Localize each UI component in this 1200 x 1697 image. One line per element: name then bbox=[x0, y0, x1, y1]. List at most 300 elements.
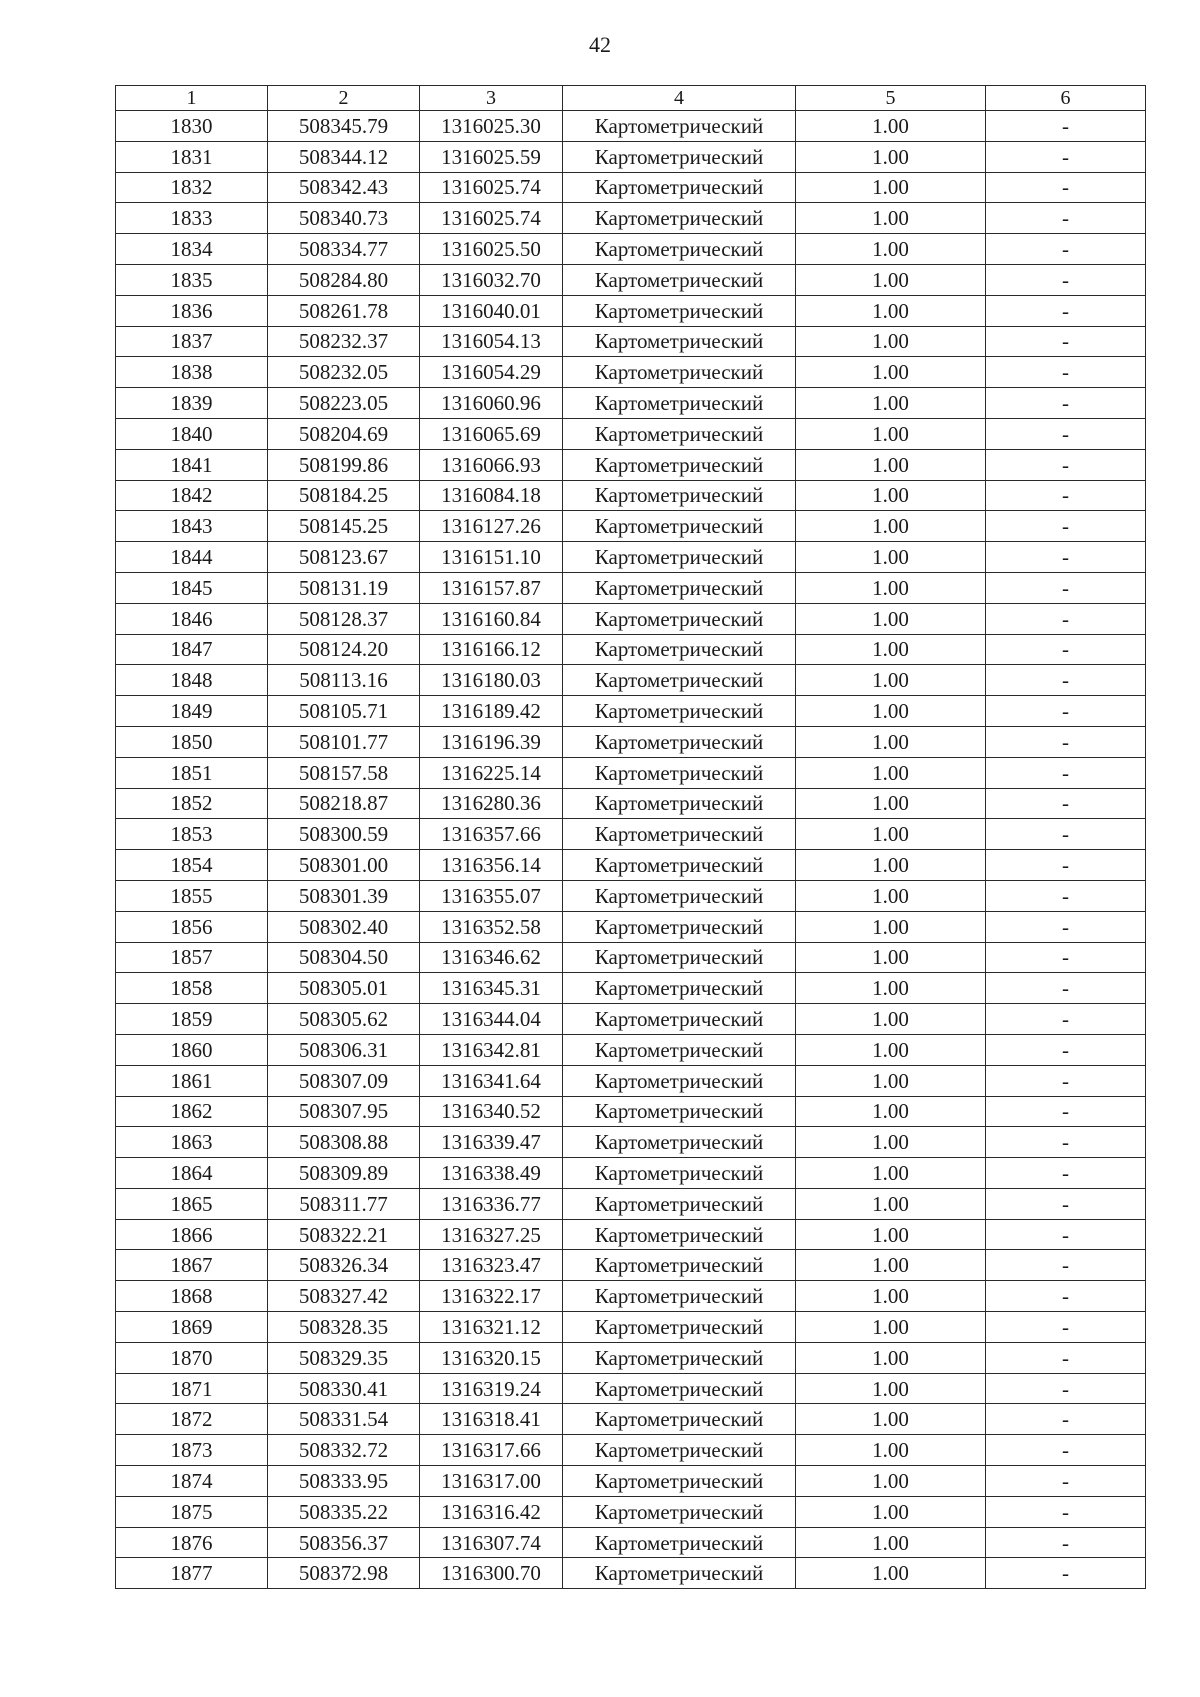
accuracy-cell: 1.00 bbox=[796, 788, 986, 819]
note-cell: - bbox=[986, 603, 1146, 634]
point-number-cell: 1851 bbox=[116, 757, 268, 788]
method-cell: Картометрический bbox=[563, 1127, 796, 1158]
accuracy-cell: 1.00 bbox=[796, 1096, 986, 1127]
table-row bbox=[116, 511, 1146, 542]
table-row bbox=[116, 172, 1146, 203]
table-row bbox=[116, 1558, 1146, 1589]
point-number-cell: 1862 bbox=[116, 1096, 268, 1127]
note-cell: - bbox=[986, 1312, 1146, 1343]
method-cell: Картометрический bbox=[563, 480, 796, 511]
method-cell: Картометрический bbox=[563, 726, 796, 757]
method-cell: Картометрический bbox=[563, 1034, 796, 1065]
note-cell: - bbox=[986, 172, 1146, 203]
table-row bbox=[116, 572, 1146, 603]
method-cell: Картометрический bbox=[563, 203, 796, 234]
note-cell: - bbox=[986, 1404, 1146, 1435]
x-coordinate-cell: 508372.98 bbox=[268, 1558, 420, 1589]
note-cell: - bbox=[986, 234, 1146, 265]
table-row bbox=[116, 1527, 1146, 1558]
y-coordinate-cell: 1316327.25 bbox=[420, 1219, 563, 1250]
method-cell: Картометрический bbox=[563, 1466, 796, 1497]
y-coordinate-cell: 1316127.26 bbox=[420, 511, 563, 542]
accuracy-cell: 1.00 bbox=[796, 1127, 986, 1158]
y-coordinate-cell: 1316320.15 bbox=[420, 1342, 563, 1373]
y-coordinate-cell: 1316321.12 bbox=[420, 1312, 563, 1343]
method-cell: Картометрический bbox=[563, 542, 796, 573]
point-number-cell: 1856 bbox=[116, 911, 268, 942]
y-coordinate-cell: 1316054.29 bbox=[420, 357, 563, 388]
note-cell: - bbox=[986, 480, 1146, 511]
x-coordinate-cell: 508335.22 bbox=[268, 1496, 420, 1527]
x-coordinate-cell: 508261.78 bbox=[268, 295, 420, 326]
accuracy-cell: 1.00 bbox=[796, 449, 986, 480]
x-coordinate-cell: 508327.42 bbox=[268, 1281, 420, 1312]
x-coordinate-cell: 508333.95 bbox=[268, 1466, 420, 1497]
table-row bbox=[116, 880, 1146, 911]
note-cell: - bbox=[986, 726, 1146, 757]
x-coordinate-cell: 508356.37 bbox=[268, 1527, 420, 1558]
y-coordinate-cell: 1316025.59 bbox=[420, 141, 563, 172]
note-cell: - bbox=[986, 1466, 1146, 1497]
table-row bbox=[116, 973, 1146, 1004]
table-row bbox=[116, 449, 1146, 480]
accuracy-cell: 1.00 bbox=[796, 511, 986, 542]
note-cell: - bbox=[986, 911, 1146, 942]
note-cell: - bbox=[986, 1096, 1146, 1127]
table-header-row bbox=[116, 86, 1146, 111]
x-coordinate-cell: 508306.31 bbox=[268, 1034, 420, 1065]
y-coordinate-cell: 1316352.58 bbox=[420, 911, 563, 942]
point-number-cell: 1844 bbox=[116, 542, 268, 573]
method-cell: Картометрический bbox=[563, 1558, 796, 1589]
y-coordinate-cell: 1316054.13 bbox=[420, 326, 563, 357]
method-cell: Картометрический bbox=[563, 1188, 796, 1219]
note-cell: - bbox=[986, 572, 1146, 603]
coordinates-table bbox=[115, 85, 1146, 1589]
accuracy-cell: 1.00 bbox=[796, 1435, 986, 1466]
point-number-cell: 1833 bbox=[116, 203, 268, 234]
x-coordinate-cell: 508308.88 bbox=[268, 1127, 420, 1158]
note-cell: - bbox=[986, 295, 1146, 326]
note-cell: - bbox=[986, 880, 1146, 911]
y-coordinate-cell: 1316280.36 bbox=[420, 788, 563, 819]
accuracy-cell: 1.00 bbox=[796, 326, 986, 357]
point-number-cell: 1850 bbox=[116, 726, 268, 757]
accuracy-cell: 1.00 bbox=[796, 942, 986, 973]
point-number-cell: 1869 bbox=[116, 1312, 268, 1343]
table-row bbox=[116, 1250, 1146, 1281]
table-row bbox=[116, 357, 1146, 388]
point-number-cell: 1843 bbox=[116, 511, 268, 542]
accuracy-cell: 1.00 bbox=[796, 1558, 986, 1589]
point-number-cell: 1863 bbox=[116, 1127, 268, 1158]
y-coordinate-cell: 1316180.03 bbox=[420, 665, 563, 696]
x-coordinate-cell: 508344.12 bbox=[268, 141, 420, 172]
point-number-cell: 1831 bbox=[116, 141, 268, 172]
point-number-cell: 1877 bbox=[116, 1558, 268, 1589]
table-row bbox=[116, 1219, 1146, 1250]
point-number-cell: 1875 bbox=[116, 1496, 268, 1527]
point-number-cell: 1855 bbox=[116, 880, 268, 911]
table-row bbox=[116, 1342, 1146, 1373]
x-coordinate-cell: 508223.05 bbox=[268, 388, 420, 419]
table-row bbox=[116, 1158, 1146, 1189]
table-row bbox=[116, 911, 1146, 942]
x-coordinate-cell: 508334.77 bbox=[268, 234, 420, 265]
accuracy-cell: 1.00 bbox=[796, 819, 986, 850]
note-cell: - bbox=[986, 542, 1146, 573]
note-cell: - bbox=[986, 788, 1146, 819]
point-number-cell: 1830 bbox=[116, 111, 268, 142]
note-cell: - bbox=[986, 1004, 1146, 1035]
point-number-cell: 1854 bbox=[116, 850, 268, 881]
point-number-cell: 1857 bbox=[116, 942, 268, 973]
accuracy-cell: 1.00 bbox=[796, 1219, 986, 1250]
x-coordinate-cell: 508199.86 bbox=[268, 449, 420, 480]
method-cell: Картометрический bbox=[563, 1281, 796, 1312]
y-coordinate-cell: 1316300.70 bbox=[420, 1558, 563, 1589]
point-number-cell: 1846 bbox=[116, 603, 268, 634]
point-number-cell: 1859 bbox=[116, 1004, 268, 1035]
y-coordinate-cell: 1316338.49 bbox=[420, 1158, 563, 1189]
accuracy-cell: 1.00 bbox=[796, 1250, 986, 1281]
y-coordinate-cell: 1316346.62 bbox=[420, 942, 563, 973]
note-cell: - bbox=[986, 757, 1146, 788]
method-cell: Картометрический bbox=[563, 757, 796, 788]
note-cell: - bbox=[986, 264, 1146, 295]
method-cell: Картометрический bbox=[563, 357, 796, 388]
table-row bbox=[116, 264, 1146, 295]
method-cell: Картометрический bbox=[563, 1373, 796, 1404]
method-cell: Картометрический bbox=[563, 172, 796, 203]
y-coordinate-cell: 1316323.47 bbox=[420, 1250, 563, 1281]
method-cell: Картометрический bbox=[563, 141, 796, 172]
method-cell: Картометрический bbox=[563, 911, 796, 942]
note-cell: - bbox=[986, 1558, 1146, 1589]
point-number-cell: 1832 bbox=[116, 172, 268, 203]
table-row bbox=[116, 788, 1146, 819]
y-coordinate-cell: 1316345.31 bbox=[420, 973, 563, 1004]
note-cell: - bbox=[986, 1527, 1146, 1558]
y-coordinate-cell: 1316344.04 bbox=[420, 1004, 563, 1035]
accuracy-cell: 1.00 bbox=[796, 973, 986, 1004]
y-coordinate-cell: 1316025.50 bbox=[420, 234, 563, 265]
method-cell: Картометрический bbox=[563, 234, 796, 265]
method-cell: Картометрический bbox=[563, 1004, 796, 1035]
y-coordinate-cell: 1316066.93 bbox=[420, 449, 563, 480]
accuracy-cell: 1.00 bbox=[796, 696, 986, 727]
method-cell: Картометрический bbox=[563, 634, 796, 665]
point-number-cell: 1842 bbox=[116, 480, 268, 511]
note-cell: - bbox=[986, 511, 1146, 542]
note-cell: - bbox=[986, 665, 1146, 696]
table-row bbox=[116, 388, 1146, 419]
x-coordinate-cell: 508331.54 bbox=[268, 1404, 420, 1435]
method-cell: Картометрический bbox=[563, 1435, 796, 1466]
x-coordinate-cell: 508330.41 bbox=[268, 1373, 420, 1404]
table-row bbox=[116, 1034, 1146, 1065]
accuracy-cell: 1.00 bbox=[796, 111, 986, 142]
table-row bbox=[116, 326, 1146, 357]
x-coordinate-cell: 508309.89 bbox=[268, 1158, 420, 1189]
table-row bbox=[116, 1065, 1146, 1096]
note-cell: - bbox=[986, 1158, 1146, 1189]
note-cell: - bbox=[986, 326, 1146, 357]
note-cell: - bbox=[986, 111, 1146, 142]
point-number-cell: 1853 bbox=[116, 819, 268, 850]
table-row bbox=[116, 1466, 1146, 1497]
method-cell: Картометрический bbox=[563, 880, 796, 911]
x-coordinate-cell: 508307.95 bbox=[268, 1096, 420, 1127]
accuracy-cell: 1.00 bbox=[796, 357, 986, 388]
x-coordinate-cell: 508184.25 bbox=[268, 480, 420, 511]
table-row bbox=[116, 942, 1146, 973]
table-row bbox=[116, 203, 1146, 234]
point-number-cell: 1861 bbox=[116, 1065, 268, 1096]
note-cell: - bbox=[986, 1034, 1146, 1065]
y-coordinate-cell: 1316357.66 bbox=[420, 819, 563, 850]
method-cell: Картометрический bbox=[563, 418, 796, 449]
x-coordinate-cell: 508124.20 bbox=[268, 634, 420, 665]
x-coordinate-cell: 508218.87 bbox=[268, 788, 420, 819]
accuracy-cell: 1.00 bbox=[796, 1312, 986, 1343]
method-cell: Картометрический bbox=[563, 1096, 796, 1127]
note-cell: - bbox=[986, 942, 1146, 973]
point-number-cell: 1874 bbox=[116, 1466, 268, 1497]
method-cell: Картометрический bbox=[563, 111, 796, 142]
accuracy-cell: 1.00 bbox=[796, 264, 986, 295]
accuracy-cell: 1.00 bbox=[796, 726, 986, 757]
y-coordinate-cell: 1316157.87 bbox=[420, 572, 563, 603]
y-coordinate-cell: 1316316.42 bbox=[420, 1496, 563, 1527]
table-row bbox=[116, 757, 1146, 788]
method-cell: Картометрический bbox=[563, 326, 796, 357]
y-coordinate-cell: 1316166.12 bbox=[420, 634, 563, 665]
note-cell: - bbox=[986, 388, 1146, 419]
y-coordinate-cell: 1316319.24 bbox=[420, 1373, 563, 1404]
note-cell: - bbox=[986, 1435, 1146, 1466]
point-number-cell: 1872 bbox=[116, 1404, 268, 1435]
table-row bbox=[116, 542, 1146, 573]
note-cell: - bbox=[986, 1127, 1146, 1158]
y-coordinate-cell: 1316189.42 bbox=[420, 696, 563, 727]
method-cell: Картометрический bbox=[563, 850, 796, 881]
x-coordinate-cell: 508204.69 bbox=[268, 418, 420, 449]
x-coordinate-cell: 508340.73 bbox=[268, 203, 420, 234]
note-cell: - bbox=[986, 634, 1146, 665]
y-coordinate-cell: 1316040.01 bbox=[420, 295, 563, 326]
point-number-cell: 1865 bbox=[116, 1188, 268, 1219]
y-coordinate-cell: 1316336.77 bbox=[420, 1188, 563, 1219]
table-row bbox=[116, 1127, 1146, 1158]
x-coordinate-cell: 508311.77 bbox=[268, 1188, 420, 1219]
point-number-cell: 1858 bbox=[116, 973, 268, 1004]
y-coordinate-cell: 1316196.39 bbox=[420, 726, 563, 757]
method-cell: Картометрический bbox=[563, 696, 796, 727]
note-cell: - bbox=[986, 1373, 1146, 1404]
method-cell: Картометрический bbox=[563, 1219, 796, 1250]
accuracy-cell: 1.00 bbox=[796, 1004, 986, 1035]
method-cell: Картометрический bbox=[563, 1496, 796, 1527]
table-row bbox=[116, 295, 1146, 326]
y-coordinate-cell: 1316225.14 bbox=[420, 757, 563, 788]
accuracy-cell: 1.00 bbox=[796, 1034, 986, 1065]
point-number-cell: 1838 bbox=[116, 357, 268, 388]
table-row bbox=[116, 665, 1146, 696]
method-cell: Картометрический bbox=[563, 511, 796, 542]
table-row bbox=[116, 850, 1146, 881]
table-row bbox=[116, 1312, 1146, 1343]
method-cell: Картометрический bbox=[563, 788, 796, 819]
accuracy-cell: 1.00 bbox=[796, 572, 986, 603]
note-cell: - bbox=[986, 203, 1146, 234]
method-cell: Картометрический bbox=[563, 264, 796, 295]
x-coordinate-cell: 508131.19 bbox=[268, 572, 420, 603]
method-cell: Картометрический bbox=[563, 572, 796, 603]
x-coordinate-cell: 508232.37 bbox=[268, 326, 420, 357]
note-cell: - bbox=[986, 850, 1146, 881]
page-number: 42 bbox=[589, 32, 611, 57]
accuracy-cell: 1.00 bbox=[796, 1527, 986, 1558]
column-header: 1 bbox=[116, 86, 268, 111]
accuracy-cell: 1.00 bbox=[796, 1466, 986, 1497]
method-cell: Картометрический bbox=[563, 973, 796, 1004]
y-coordinate-cell: 1316340.52 bbox=[420, 1096, 563, 1127]
x-coordinate-cell: 508305.62 bbox=[268, 1004, 420, 1035]
y-coordinate-cell: 1316060.96 bbox=[420, 388, 563, 419]
accuracy-cell: 1.00 bbox=[796, 234, 986, 265]
point-number-cell: 1871 bbox=[116, 1373, 268, 1404]
method-cell: Картометрический bbox=[563, 1158, 796, 1189]
note-cell: - bbox=[986, 418, 1146, 449]
point-number-cell: 1848 bbox=[116, 665, 268, 696]
method-cell: Картометрический bbox=[563, 665, 796, 696]
point-number-cell: 1849 bbox=[116, 696, 268, 727]
table-row bbox=[116, 1096, 1146, 1127]
x-coordinate-cell: 508305.01 bbox=[268, 973, 420, 1004]
accuracy-cell: 1.00 bbox=[796, 141, 986, 172]
x-coordinate-cell: 508302.40 bbox=[268, 911, 420, 942]
accuracy-cell: 1.00 bbox=[796, 1373, 986, 1404]
point-number-cell: 1876 bbox=[116, 1527, 268, 1558]
method-cell: Картометрический bbox=[563, 1527, 796, 1558]
table-row bbox=[116, 234, 1146, 265]
x-coordinate-cell: 508304.50 bbox=[268, 942, 420, 973]
point-number-cell: 1836 bbox=[116, 295, 268, 326]
point-number-cell: 1847 bbox=[116, 634, 268, 665]
note-cell: - bbox=[986, 819, 1146, 850]
x-coordinate-cell: 508157.58 bbox=[268, 757, 420, 788]
accuracy-cell: 1.00 bbox=[796, 1342, 986, 1373]
accuracy-cell: 1.00 bbox=[796, 850, 986, 881]
x-coordinate-cell: 508113.16 bbox=[268, 665, 420, 696]
note-cell: - bbox=[986, 1188, 1146, 1219]
y-coordinate-cell: 1316151.10 bbox=[420, 542, 563, 573]
point-number-cell: 1852 bbox=[116, 788, 268, 819]
x-coordinate-cell: 508322.21 bbox=[268, 1219, 420, 1250]
note-cell: - bbox=[986, 696, 1146, 727]
y-coordinate-cell: 1316317.00 bbox=[420, 1466, 563, 1497]
point-number-cell: 1840 bbox=[116, 418, 268, 449]
x-coordinate-cell: 508105.71 bbox=[268, 696, 420, 727]
y-coordinate-cell: 1316318.41 bbox=[420, 1404, 563, 1435]
table-row bbox=[116, 1373, 1146, 1404]
y-coordinate-cell: 1316065.69 bbox=[420, 418, 563, 449]
table-row bbox=[116, 696, 1146, 727]
table-row bbox=[116, 819, 1146, 850]
method-cell: Картометрический bbox=[563, 819, 796, 850]
x-coordinate-cell: 508300.59 bbox=[268, 819, 420, 850]
x-coordinate-cell: 508345.79 bbox=[268, 111, 420, 142]
accuracy-cell: 1.00 bbox=[796, 418, 986, 449]
table-row bbox=[116, 1188, 1146, 1219]
y-coordinate-cell: 1316025.30 bbox=[420, 111, 563, 142]
accuracy-cell: 1.00 bbox=[796, 1188, 986, 1219]
note-cell: - bbox=[986, 1250, 1146, 1281]
note-cell: - bbox=[986, 1219, 1146, 1250]
x-coordinate-cell: 508101.77 bbox=[268, 726, 420, 757]
accuracy-cell: 1.00 bbox=[796, 880, 986, 911]
table-row bbox=[116, 1281, 1146, 1312]
method-cell: Картометрический bbox=[563, 1312, 796, 1343]
method-cell: Картометрический bbox=[563, 295, 796, 326]
table-row bbox=[116, 418, 1146, 449]
x-coordinate-cell: 508145.25 bbox=[268, 511, 420, 542]
accuracy-cell: 1.00 bbox=[796, 634, 986, 665]
method-cell: Картометрический bbox=[563, 388, 796, 419]
y-coordinate-cell: 1316025.74 bbox=[420, 203, 563, 234]
column-header: 5 bbox=[796, 86, 986, 111]
accuracy-cell: 1.00 bbox=[796, 203, 986, 234]
y-coordinate-cell: 1316160.84 bbox=[420, 603, 563, 634]
point-number-cell: 1873 bbox=[116, 1435, 268, 1466]
note-cell: - bbox=[986, 449, 1146, 480]
method-cell: Картометрический bbox=[563, 1404, 796, 1435]
accuracy-cell: 1.00 bbox=[796, 603, 986, 634]
y-coordinate-cell: 1316322.17 bbox=[420, 1281, 563, 1312]
table-body bbox=[116, 86, 1146, 1589]
y-coordinate-cell: 1316356.14 bbox=[420, 850, 563, 881]
point-number-cell: 1841 bbox=[116, 449, 268, 480]
accuracy-cell: 1.00 bbox=[796, 911, 986, 942]
y-coordinate-cell: 1316355.07 bbox=[420, 880, 563, 911]
note-cell: - bbox=[986, 1065, 1146, 1096]
method-cell: Картометрический bbox=[563, 603, 796, 634]
table-row bbox=[116, 726, 1146, 757]
y-coordinate-cell: 1316307.74 bbox=[420, 1527, 563, 1558]
point-number-cell: 1870 bbox=[116, 1342, 268, 1373]
accuracy-cell: 1.00 bbox=[796, 172, 986, 203]
point-number-cell: 1835 bbox=[116, 264, 268, 295]
note-cell: - bbox=[986, 1281, 1146, 1312]
x-coordinate-cell: 508332.72 bbox=[268, 1435, 420, 1466]
y-coordinate-cell: 1316339.47 bbox=[420, 1127, 563, 1158]
y-coordinate-cell: 1316025.74 bbox=[420, 172, 563, 203]
x-coordinate-cell: 508232.05 bbox=[268, 357, 420, 388]
column-header: 2 bbox=[268, 86, 420, 111]
table-row bbox=[116, 1004, 1146, 1035]
column-header: 6 bbox=[986, 86, 1146, 111]
accuracy-cell: 1.00 bbox=[796, 480, 986, 511]
x-coordinate-cell: 508301.39 bbox=[268, 880, 420, 911]
point-number-cell: 1866 bbox=[116, 1219, 268, 1250]
table-row bbox=[116, 1435, 1146, 1466]
point-number-cell: 1834 bbox=[116, 234, 268, 265]
note-cell: - bbox=[986, 973, 1146, 1004]
table-row bbox=[116, 480, 1146, 511]
accuracy-cell: 1.00 bbox=[796, 1496, 986, 1527]
table-row bbox=[116, 141, 1146, 172]
